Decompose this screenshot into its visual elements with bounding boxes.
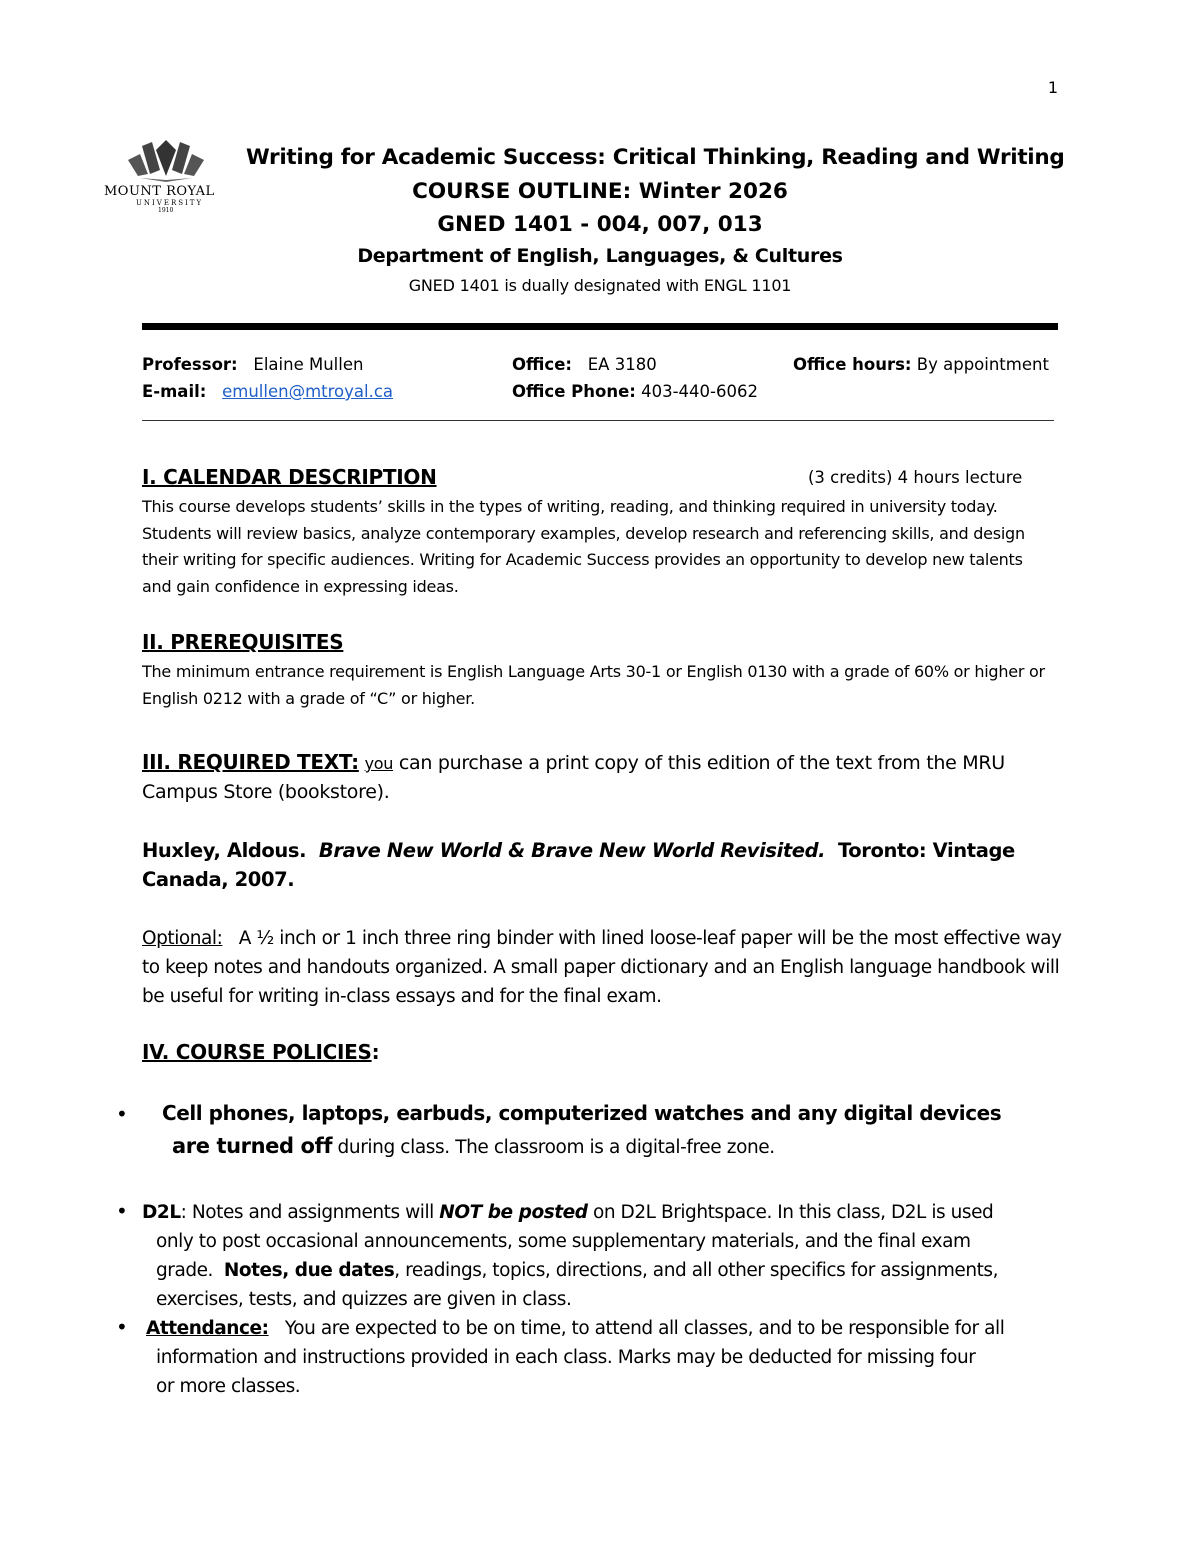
policies-colon: : [371,1040,380,1064]
office-hours-label: Office hours: [793,355,912,374]
optional-materials [142,924,1062,1011]
header-rule [142,323,1058,330]
policy-devices-rest: during class. The classroom is a digital-free zone. [337,1137,775,1158]
contact-divider [142,420,1054,421]
citation-title: Brave New World & Brave New World Revisited. [318,839,826,862]
required-text-rest: can purchase a print copy of this edition of the text from the MRU [398,752,1005,774]
d2l-text-d: , readings, topics, directions, and all other specifics for assignments, [394,1260,999,1281]
calendar-credits: (3 credits) 4 hours lecture [808,468,1023,487]
citation-publisher: Toronto: Vintage Canada, 2007. [142,839,1015,891]
required-text-you: you [364,754,394,773]
d2l-due-dates: Notes, due dates [223,1260,395,1281]
office-label: Office: [512,355,572,374]
required-text-heading: III. REQUIRED TEXT: [142,750,359,774]
calendar-heading: I. CALENDAR DESCRIPTION [142,465,437,489]
email-label: E-mail: [142,382,207,401]
policy-devices-line2 [172,1134,775,1158]
bullet-icon: • [116,1102,128,1126]
phone-label: Office Phone: [512,382,636,401]
crown-logo-icon [126,140,206,182]
phone-info [512,382,758,401]
page-number: 1 [1047,78,1058,97]
phone-value: 403-440-6062 [641,382,758,401]
department: Department of English, Languages, & Cultures [357,245,843,267]
policy-devices-line1: Cell phones, laptops, earbuds, computerized watches and any digital devices [162,1101,1002,1125]
attendance-line2: information and instructions provided in each class. Marks may be deducted for missing four [156,1347,976,1368]
logo-name: MOUNT ROYAL [104,184,215,199]
email-info [142,382,393,401]
office-value: EA 3180 [587,355,657,374]
calendar-body: This course develops students’ skills in the types of writing, reading, and thinking required in university today. Students will review basics, analyze contemporary examples, develop research and referencing skills, and design their writing for specific audiences. Writing for Academic Success provides an opportunity to develop new talents and gain confidence in expressing ideas. [142,497,1025,596]
course-title: Writing for Academic Success: Critical Thinking, Reading and Writing [246,145,1065,170]
citation-author: Huxley, Aldous. [142,839,307,862]
policies-heading [142,1040,379,1064]
policies-heading-text: IV. COURSE POLICIES [142,1040,372,1064]
office-info [512,355,657,374]
attendance-line3: or more classes. [156,1376,301,1397]
professor-label: Professor: [142,355,238,374]
policy-attendance [146,1314,1066,1401]
d2l-text-a: : Notes and assignments will [180,1202,434,1223]
required-text-line2: Campus Store (bookstore). [142,781,390,803]
d2l-line3 [142,1256,1062,1285]
university-logo [104,140,226,214]
office-hours-info [793,355,1049,374]
course-code: GNED 1401 - 004, 007, 013 [437,212,763,237]
prerequisites-heading: II. PREREQUISITES [142,630,344,654]
logo-year: 1910 [158,207,174,214]
policy-d2l [142,1198,1062,1314]
logo-subtitle: UNIVERSITY [136,199,204,207]
d2l-line2: only to post occasional announcements, some supplementary materials, and the final exam [156,1231,971,1252]
office-hours-value: By appointment [916,355,1049,374]
policy-devices-bold: are turned off [172,1134,333,1158]
attendance-label: Attendance: [146,1318,269,1339]
optional-body: A ½ inch or 1 inch three ring binder with lined loose-leaf paper will be the most effective way to keep notes and handouts organized. A small paper dictionary and an English language handbook will be useful for writing in-class essays and for the final exam. [142,928,1062,1007]
d2l-line4: exercises, tests, and quizzes are given in class. [156,1289,572,1310]
optional-label: Optional: [142,928,223,949]
d2l-text-b: on D2L Brightspace. In this class, D2L is used [592,1202,994,1223]
prerequisites-body: The minimum entrance requirement is English Language Arts 30-1 or English 0130 with a grade of 60% or higher or English 0212 with a grade of “C” or higher. [142,662,1045,708]
d2l-not-posted: NOT be posted [439,1202,588,1223]
book-citation [142,836,1052,894]
email-link[interactable]: emullen@mtroyal.ca [222,382,394,401]
d2l-text-c: grade. [156,1260,213,1281]
dual-designation: GNED 1401 is dually designated with ENGL 1101 [408,276,792,295]
professor-name: Elaine Mullen [253,355,364,374]
attendance-text-a: You are expected to be on time, to attend all classes, and to be responsible for all [284,1318,1005,1339]
professor-info [142,355,363,374]
bullet-icon: • [116,1315,128,1339]
required-text-line [142,750,1005,774]
d2l-label: D2L [142,1202,181,1223]
bullet-icon: • [116,1199,128,1223]
course-outline-term: COURSE OUTLINE: Winter 2026 [412,179,788,204]
